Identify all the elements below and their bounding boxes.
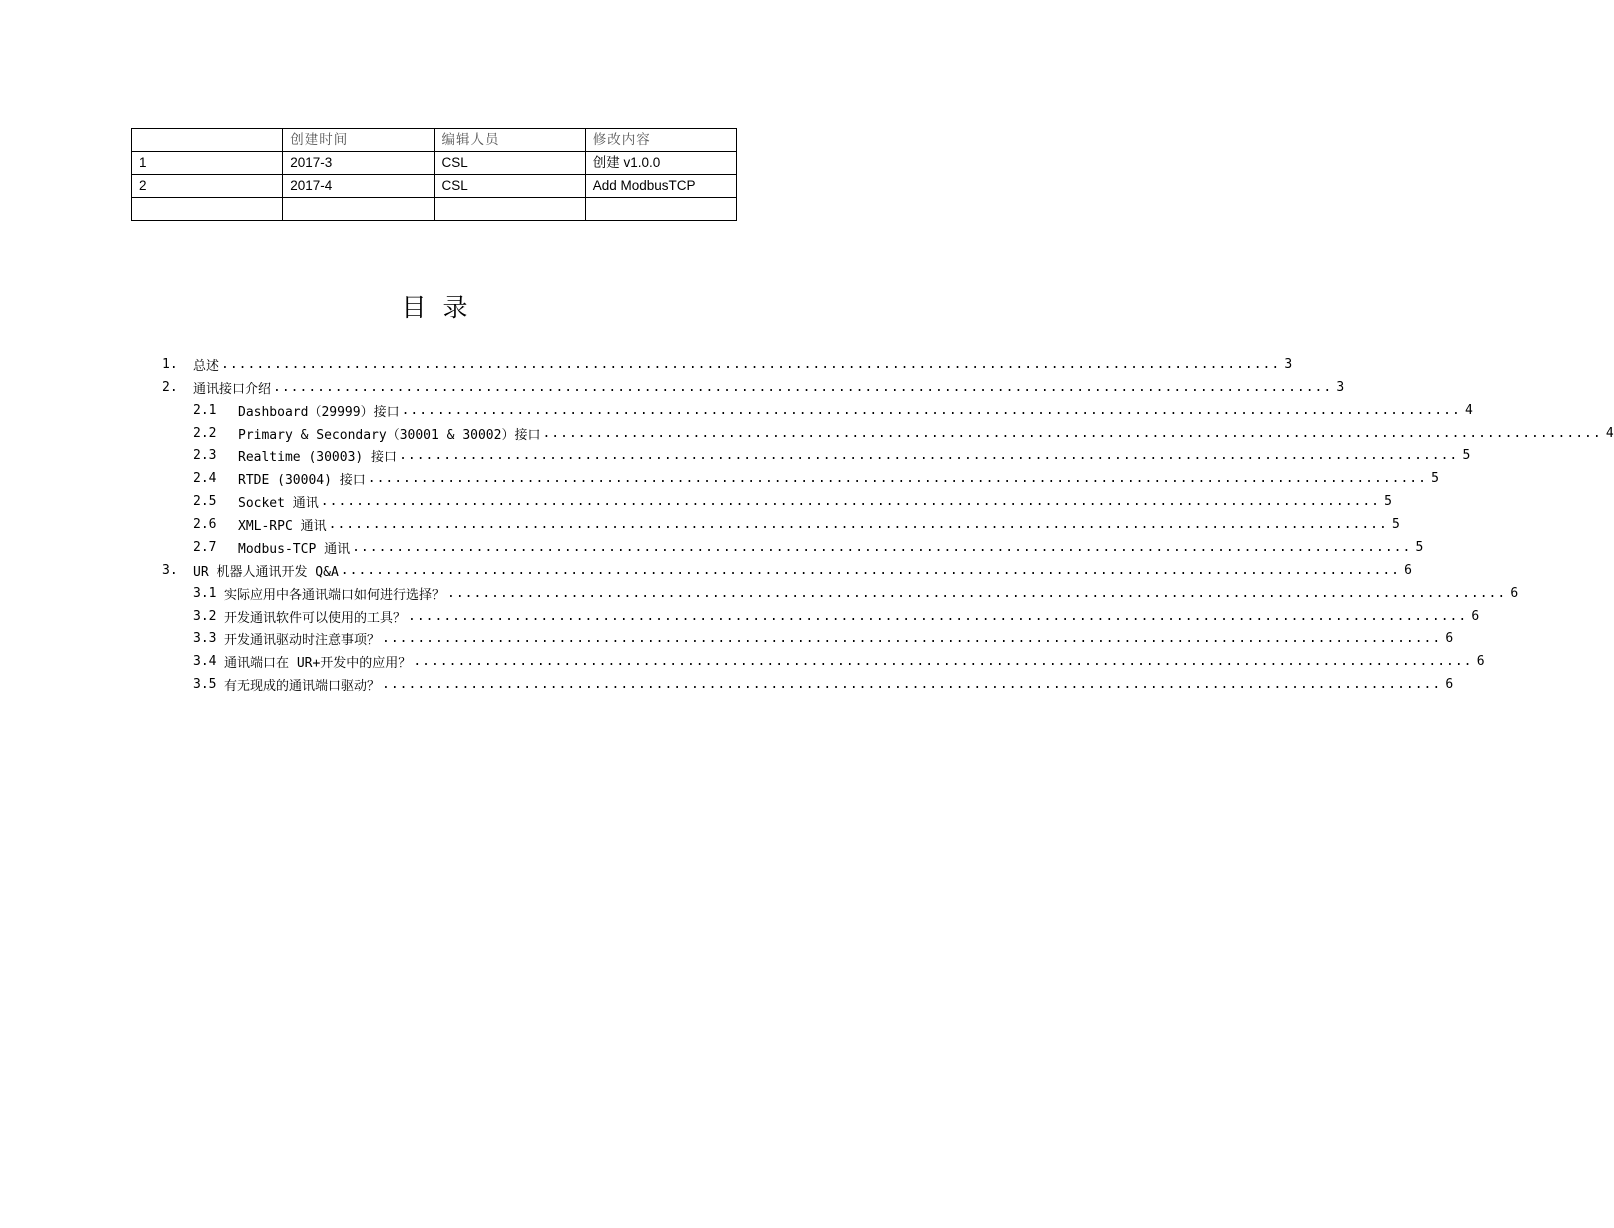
toc-entry[interactable]: [193, 627, 1454, 649]
toc-entry[interactable]: [193, 467, 1439, 489]
toc-entry[interactable]: [193, 422, 1614, 444]
toc-entry-title: XML-RPC 通讯: [238, 518, 327, 534]
toc-entry-title: 总述: [193, 358, 220, 374]
toc-entry-page: 4: [1605, 425, 1614, 441]
toc-leader-dots: ........................................................................................................................: [399, 447, 1459, 463]
header-cell-index: [132, 129, 283, 152]
toc-entry-number: 3.3: [193, 630, 217, 646]
toc-entry-title: 开发通讯驱动时注意事项？: [224, 632, 381, 648]
toc-entry[interactable]: [193, 650, 1485, 672]
toc-title: 目录: [401, 293, 484, 322]
toc-leader-dots: ........................................................................................................................: [320, 493, 1380, 509]
table-cell: 2017-3: [283, 152, 434, 175]
toc-entry-number: 3.: [162, 562, 178, 578]
table-cell: 2017-4: [283, 175, 434, 198]
toc-entry-title: Primary & Secondary（30001 & 30002）接口: [238, 427, 541, 443]
toc-entry-number: 2.5: [193, 493, 217, 509]
table-cell: [132, 198, 283, 221]
toc-entry-title: Realtime (30003) 接口: [238, 449, 398, 465]
toc-leader-dots: ........................................................................................................................: [413, 653, 1473, 669]
toc-leader-dots: ........................................................................................................................: [401, 402, 1461, 418]
toc-leader-dots: ........................................................................................................................: [408, 608, 1468, 624]
toc-entry-number: 2.7: [193, 539, 217, 555]
toc-leader-dots: ........................................................................................................................: [367, 470, 1427, 486]
toc-entry[interactable]: [193, 605, 1480, 627]
toc-entry[interactable]: [162, 376, 1345, 398]
table-cell: [585, 198, 736, 221]
toc-entry-title: Modbus-TCP 通讯: [238, 541, 351, 557]
toc-entry-page: 5: [1392, 516, 1400, 532]
toc-entry-number: 3.1: [193, 585, 217, 601]
toc-entry-page: 3: [1336, 379, 1345, 395]
table-row: [132, 198, 737, 221]
toc-entry-number: 2.: [162, 379, 178, 395]
toc-entry[interactable]: [193, 582, 1519, 604]
toc-entry-title: 实际应用中各通讯端口如何进行选择？: [224, 587, 446, 603]
toc-leader-dots: ........................................................................................................................: [328, 516, 1388, 532]
header-cell-created-time: 创建时间: [283, 129, 434, 152]
toc-entry-title: UR 机器人通讯开发 Q&A: [193, 564, 339, 580]
toc-entry-page: 4: [1464, 402, 1473, 418]
toc-leader-dots: ........................................................................................................................: [273, 379, 1333, 395]
toc-entry[interactable]: [193, 673, 1454, 695]
toc-entry-number: 1.: [162, 356, 178, 372]
toc-entry-title: Dashboard（29999）接口: [238, 404, 400, 420]
toc-entry-page: 6: [1445, 676, 1454, 692]
toc-entry-page: 6: [1510, 585, 1519, 601]
table-cell: [434, 198, 585, 221]
table-row: [132, 175, 737, 198]
toc-leader-dots: ........................................................................................................................: [352, 539, 1412, 555]
revision-table: [131, 128, 737, 221]
toc-entry-title: 通讯接口介绍: [193, 381, 272, 397]
revision-table-header: [132, 129, 737, 152]
toc-entry[interactable]: [162, 353, 1293, 375]
toc-entry-number: 2.6: [193, 516, 217, 532]
toc-entry-number: 2.4: [193, 470, 217, 486]
toc-leader-dots: ........................................................................................................................: [221, 356, 1281, 372]
table-cell: 2: [132, 175, 283, 198]
toc-leader-dots: ........................................................................................................................: [340, 562, 1400, 578]
toc-entry-page: 5: [1415, 539, 1424, 555]
table-row: [132, 152, 737, 175]
toc-entry[interactable]: [193, 513, 1400, 535]
toc-entry-page: 5: [1384, 493, 1392, 509]
toc-entry-title: 开发通讯软件可以使用的工具？: [224, 610, 407, 626]
toc-entry-page: 3: [1284, 356, 1293, 372]
toc-entry-page: 5: [1431, 470, 1439, 486]
table-cell: Add ModbusTCP: [585, 175, 736, 198]
toc-entry[interactable]: [193, 536, 1424, 558]
toc-entry-number: 2.2: [193, 425, 217, 441]
toc-leader-dots: ........................................................................................................................: [447, 585, 1507, 601]
toc-entry[interactable]: [193, 444, 1471, 466]
toc-entry[interactable]: [193, 490, 1392, 512]
toc-entry-page: 6: [1476, 653, 1485, 669]
toc-entry-number: 2.1: [193, 402, 217, 418]
toc-leader-dots: ........................................................................................................................: [382, 630, 1442, 646]
toc-entry[interactable]: [193, 399, 1473, 421]
table-cell: 1: [132, 152, 283, 175]
toc-entry-title: 有无现成的通讯端口驱动？: [224, 678, 381, 694]
table-cell: CSL: [434, 152, 585, 175]
toc-entry-page: 6: [1445, 630, 1454, 646]
header-cell-editor: 编辑人员: [434, 129, 585, 152]
toc-entry[interactable]: [162, 559, 1412, 581]
toc-entry-number: 3.2: [193, 608, 217, 624]
toc-entry-title: 通讯端口在 UR+开发中的应用？: [224, 655, 412, 671]
toc-leader-dots: ........................................................................................................................: [382, 676, 1442, 692]
toc-entry-title: RTDE (30004) 接口: [238, 472, 366, 488]
toc-entry-title: Socket 通讯: [238, 495, 319, 511]
table-cell: CSL: [434, 175, 585, 198]
toc-entry-page: 5: [1462, 447, 1471, 463]
table-cell: 创建 v1.0.0: [585, 152, 736, 175]
toc-leader-dots: ........................................................................................................................: [542, 425, 1602, 441]
toc-entry-number: 3.5: [193, 676, 217, 692]
toc-entry-page: 6: [1404, 562, 1412, 578]
header-cell-changes: 修改内容: [585, 129, 736, 152]
toc-entry-number: 3.4: [193, 653, 217, 669]
toc-entry-number: 2.3: [193, 447, 217, 463]
toc-entry-page: 6: [1471, 608, 1480, 624]
table-cell: [283, 198, 434, 221]
